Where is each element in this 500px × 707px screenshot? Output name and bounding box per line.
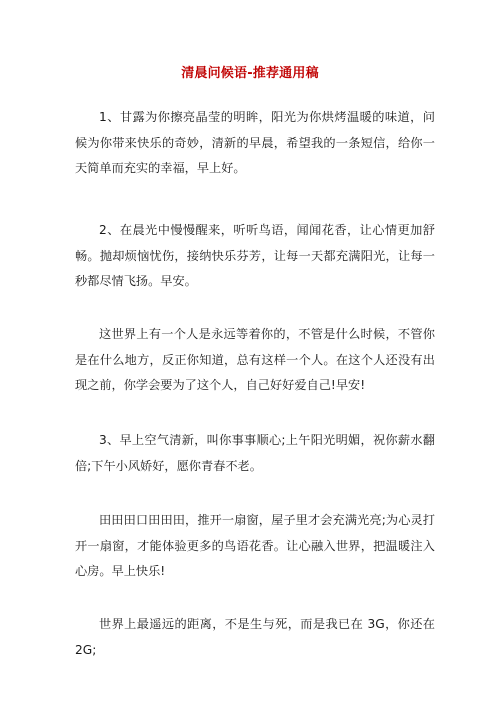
paragraph-4: 3、早上空气清新，叫你事事顺心;上午阳光明媚，祝你薪水翻倍;下午小风娇好，愿你青春不老。 xyxy=(75,433,435,473)
paragraph-6: 世界上最遥远的距离，不是生与死，而是我已在 3G，你还在 2G; xyxy=(75,617,435,657)
paragraph-2: 2、在晨光中慢慢醒来，听听鸟语，闻闻花香，让心情更加舒畅。抛却烦恼忧伤，接纳快乐芬芳，让每一天都充满阳光，让每一秒都尽情飞扬。早安。 xyxy=(75,223,435,288)
paragraph-3: 这世界上有一个人是永远等着你的，不管是什么时候，不管你是在什么地方，反正你知道，总有这样一个人。在这个人还没有出现之前，你学会要为了这个人，自己好好爱自己!早安! xyxy=(75,327,435,392)
document-title: 清晨问候语-推荐通用稿 xyxy=(181,66,319,81)
paragraph-1: 1、甘露为你擦亮晶莹的明眸，阳光为你烘烤温暖的味道，问候为你带来快乐的奇妙，清新的早晨，希望我的一条短信，给你一天简单而充实的幸福，早上好。 xyxy=(75,110,435,175)
paragraph-5: 田田田口田田田，推开一扇窗，屋子里才会充满光亮;为心灵打开一扇窗，才能体验更多的鸟语花香。让心融入世界，把温暖注入心房。早上快乐! xyxy=(75,513,435,578)
